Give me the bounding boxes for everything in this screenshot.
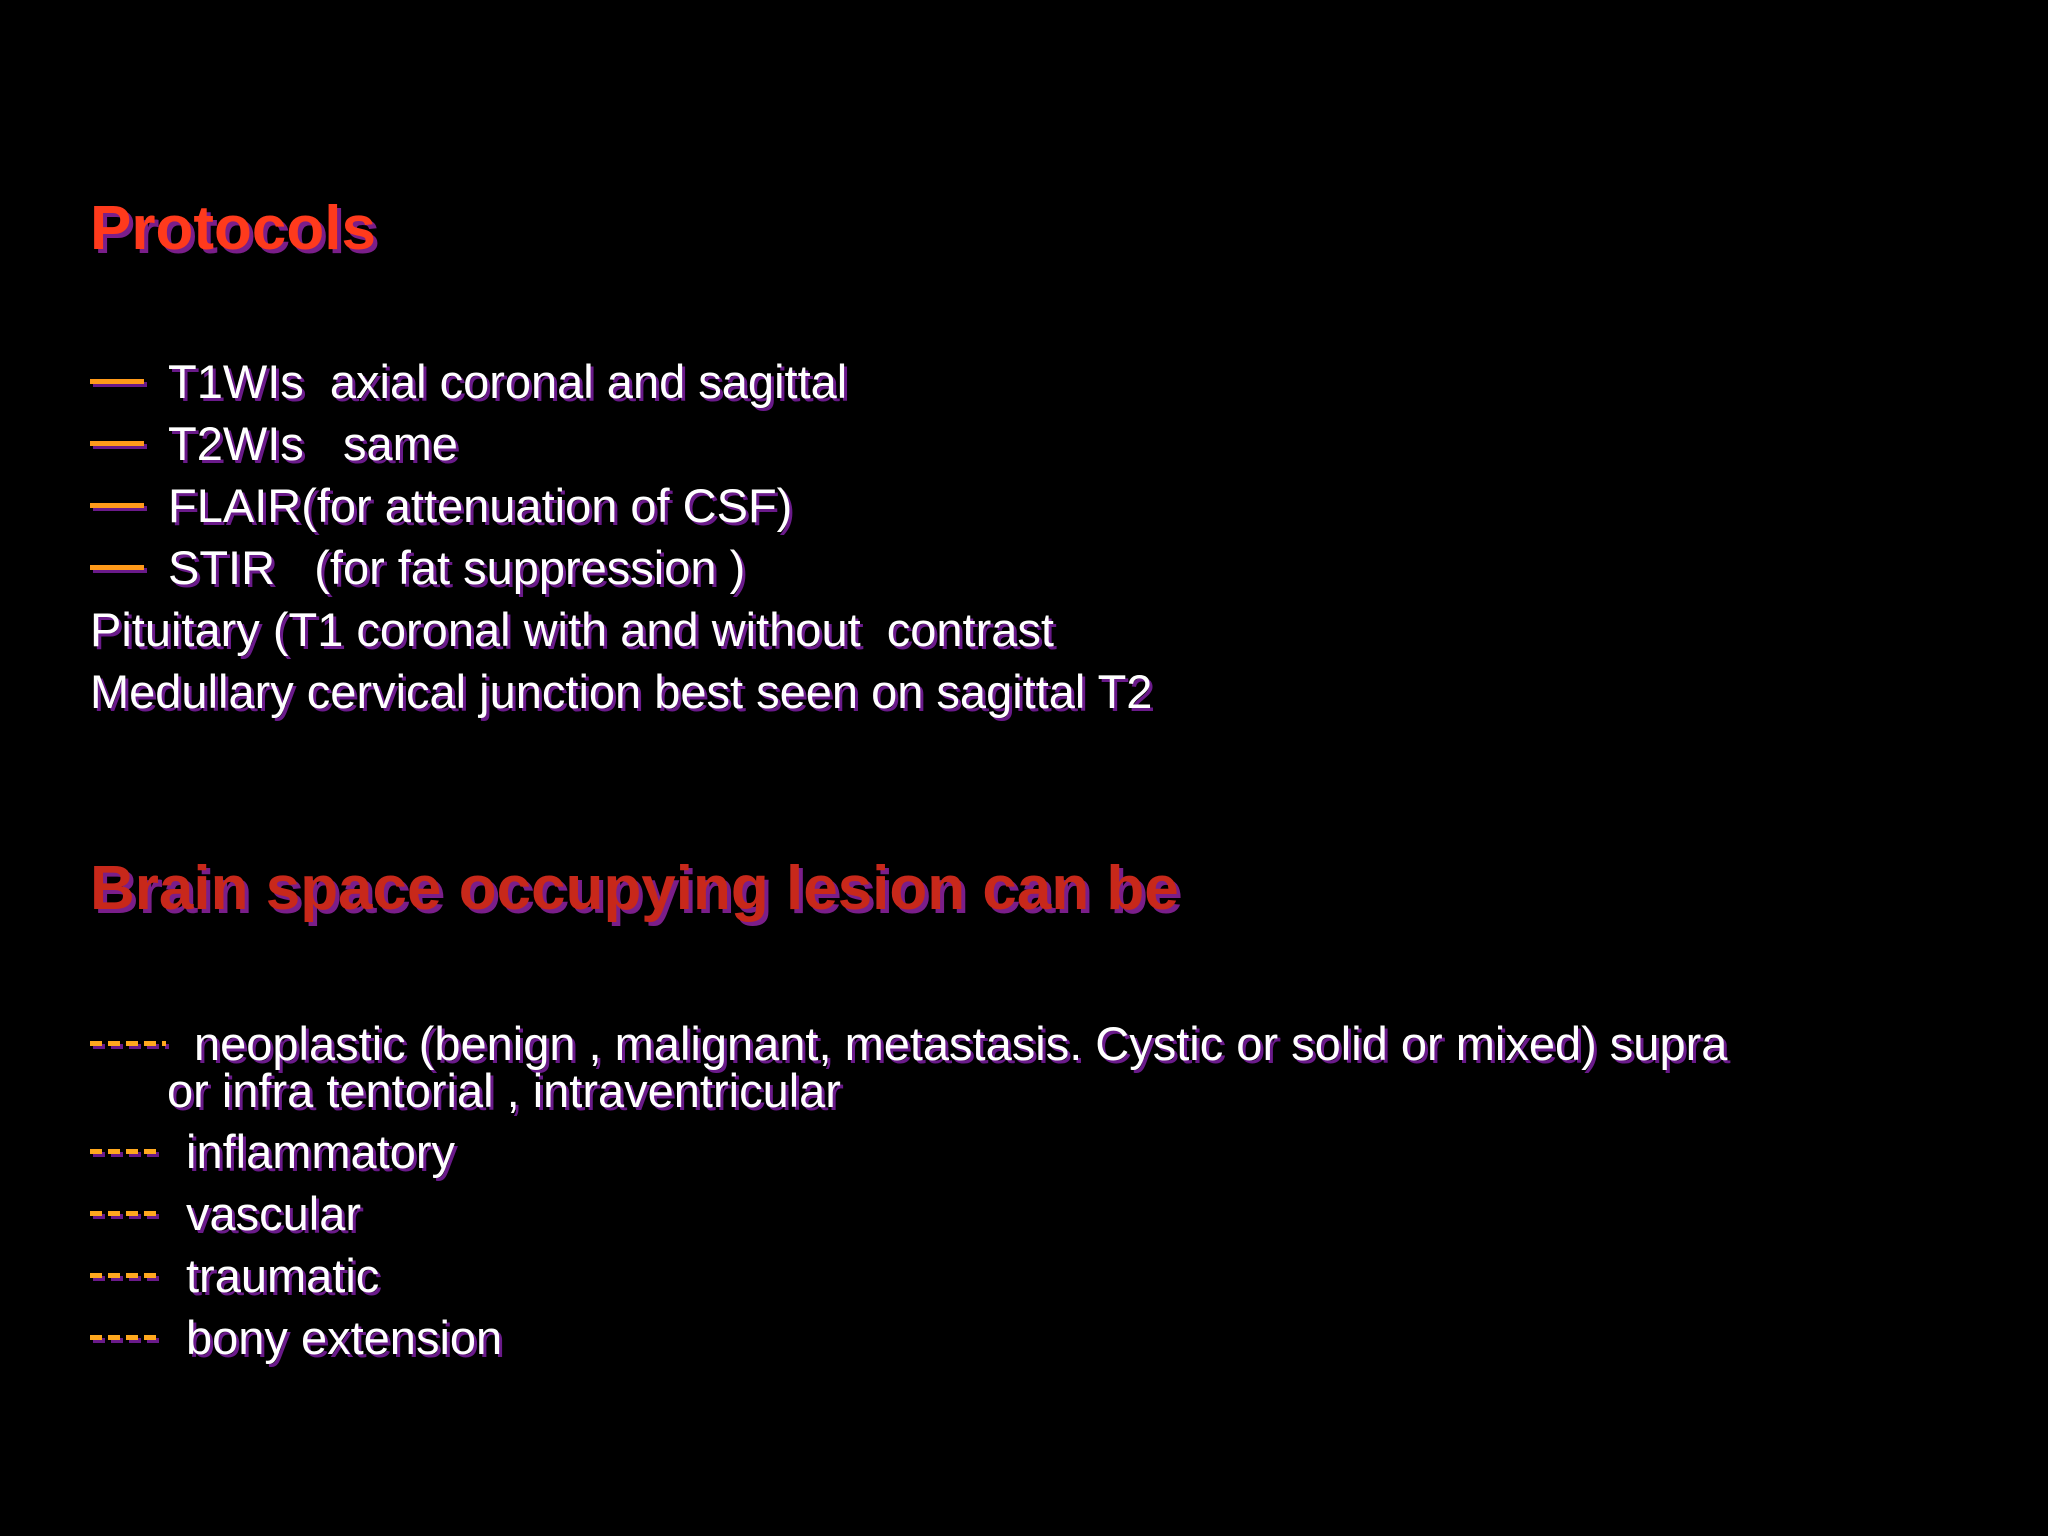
list-item [90, 1306, 1727, 1368]
list-item [90, 474, 1152, 536]
dashed-bullet-icon [90, 1273, 158, 1278]
note-text: Pituitary (T1 coronal with and without contrast [90, 602, 1054, 656]
list-item-text: bony extension [186, 1310, 503, 1364]
protocols-heading: Protocols [90, 194, 376, 263]
list-item [90, 1018, 1727, 1120]
protocols-list [90, 350, 1152, 722]
dashed-bullet-icon [90, 1149, 158, 1154]
list-item [90, 536, 1152, 598]
list-item-text: STIR (for fat suppression ) [168, 540, 746, 594]
dash-bullet-icon [90, 503, 144, 508]
list-item [90, 412, 1152, 474]
dash-bullet-icon [90, 441, 144, 446]
dash-bullet-icon [90, 565, 144, 570]
list-item [90, 350, 1152, 412]
dashed-bullet-icon [90, 1335, 158, 1340]
note-line [90, 598, 1152, 660]
dashed-bullet-icon [90, 1211, 158, 1216]
list-item-text: neoplastic (benign , malignant, metastasis. Cystic or solid or mixed) supra [194, 1016, 1728, 1070]
note-line [90, 660, 1152, 722]
lesion-heading: Brain space occupying lesion can be [90, 854, 1179, 923]
list-item-text: inflammatory [186, 1124, 456, 1178]
list-item-text: T1WIs axial coronal and sagittal [168, 354, 848, 408]
dash-bullet-icon [90, 379, 144, 384]
list-item [90, 1120, 1727, 1182]
note-text: Medullary cervical junction best seen on sagittal T2 [90, 664, 1153, 718]
list-item-text: T2WIs same [168, 416, 458, 470]
list-item-text: vascular [186, 1186, 362, 1240]
list-item-text-continued: or infra tentorial , intraventricular [167, 1064, 841, 1117]
list-item-text: traumatic [186, 1248, 380, 1302]
dashed-bullet-icon [90, 1041, 166, 1046]
list-item [90, 1182, 1727, 1244]
list-item [90, 1244, 1727, 1306]
list-item-text: FLAIR(for attenuation of CSF) [168, 478, 793, 532]
lesion-list [90, 1018, 1727, 1368]
